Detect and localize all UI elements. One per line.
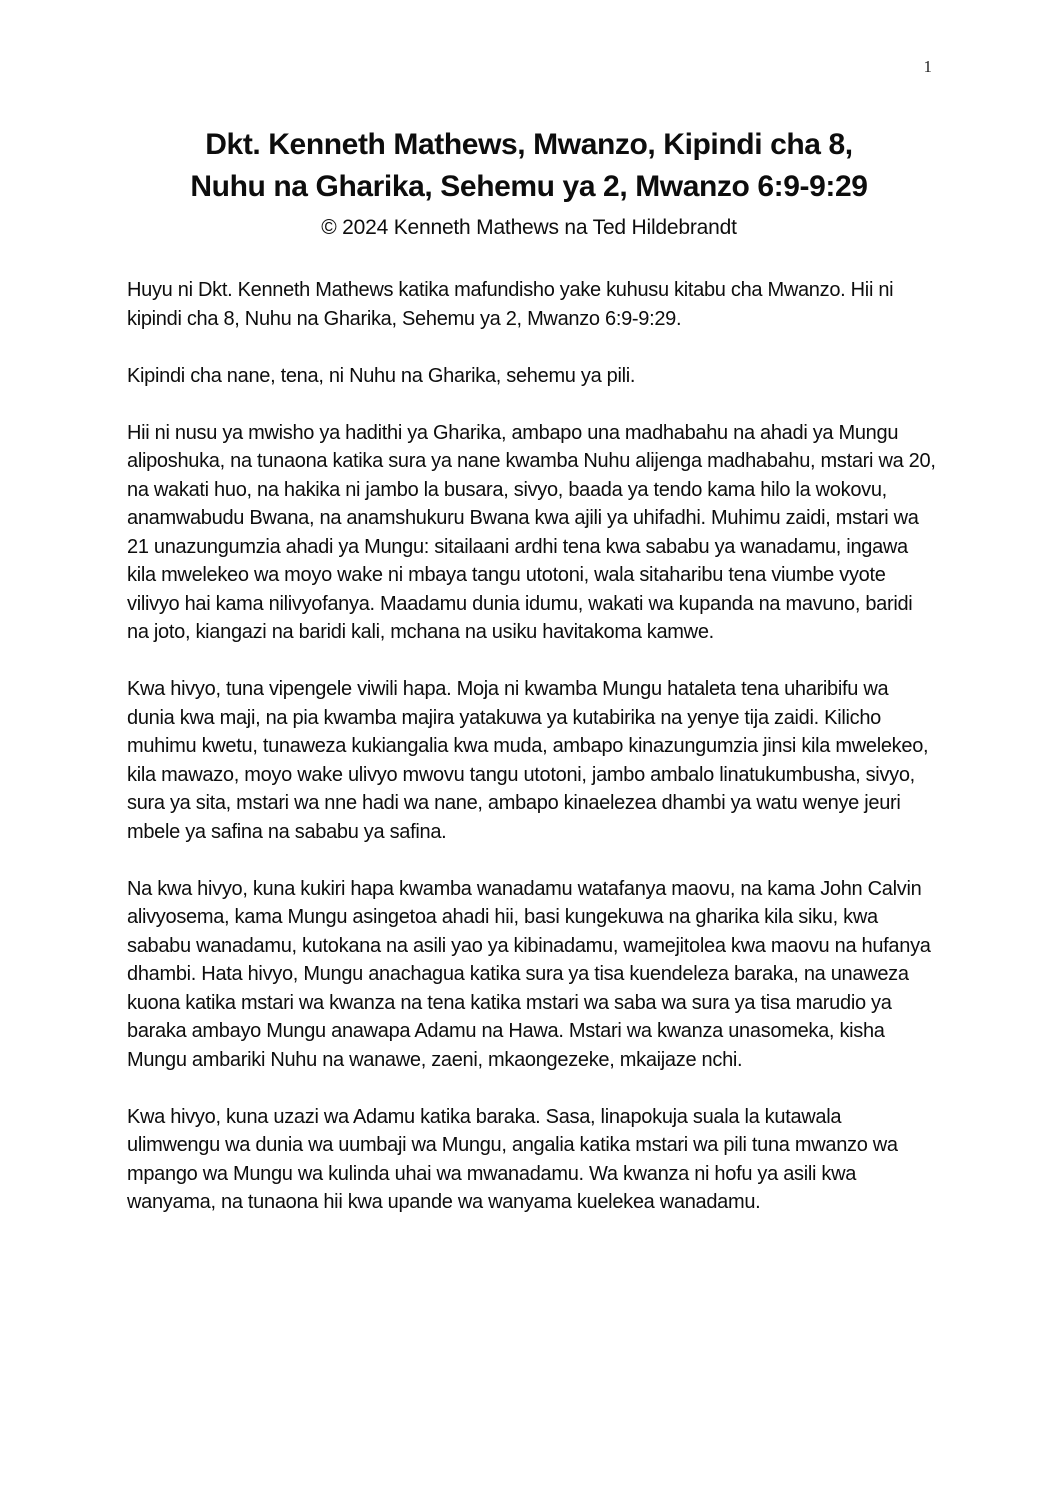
title-line-1: Dkt. Kenneth Mathews, Mwanzo, Kipindi cha 8, <box>205 128 853 161</box>
paragraph-two-elements: Kwa hivyo, tuna vipengele viwili hapa. Moja ni kwamba Mungu hataleta tena uharibifu wa dunia kwa maji, na pia kwamba majira yatakuwa ya kutabirika na yenye tija zaidi. Kilicho muhimu kwetu, tunaweza kukiangalia kwa muda, ambapo kinazungumzia jinsi kila mwelekeo, kila mawazo, moyo wake ulivyo mwovu tangu utotoni, jambo ambalo linatukumbusha, sivyo, sura ya sita, mstari wa nne hadi wa nane, ambapo kinaelezea dhambi ya watu wenye jeuri mbele ya safina na sababu ya safina. <box>127 678 929 843</box>
copyright-line: © 2024 Kenneth Mathews na Ted Hildebrandt <box>321 216 737 239</box>
paragraph-flood-story: Hii ni nusu ya mwisho ya hadithi ya Gharika, ambapo una madhabahu na ahadi ya Mungu aliposhuka, na tunaona katika sura ya nane kwamba Nuhu alijenga madhabahu, mstari wa 20, na wakati huo, na hakika ni jambo la busara, sivyo, baada ya tendo kama hilo la wokovu, anamwabudu Bwana, na anamshukuru Bwana kwa ajili ya uhifadhi. Muhimu zaidi, mstari wa 21 unazungumzia ahadi ya Mungu: sitailaani ardhi tena kwa sababu ya wanadamu, ingawa kila mwelekeo wa moyo wake ni mbaya tangu utotoni, wala sitaharibu tena viumbe vyote vilivyo hai kama nilivyofanya. Maadamu dunia idumu, wakati wa kupanda na mavuno, baridi na joto, kiangazi na baridi kali, mchana na usiku havitakoma kamwe. <box>127 421 936 643</box>
paragraph-adam-blessing: Kwa hivyo, kuna uzazi wa Adamu katika baraka. Sasa, linapokuja suala la kutawala ulimwengu wa dunia wa uumbaji wa Mungu, angalia katika mstari wa pili tuna mwanzo wa mpango wa Mungu wa kulinda uhai wa mwanadamu. Wa kwanza ni hofu ya asili kwa wanyama, na tunaona hii kwa upande wa wanyama kuelekea wanadamu. <box>127 1105 898 1213</box>
page-number: 1 <box>923 57 932 76</box>
paragraph-intro: Huyu ni Dkt. Kenneth Mathews katika mafundisho yake kuhusu kitabu cha Mwanzo. Hii ni kipindi cha 8, Nuhu na Gharika, Sehemu ya 2, Mwanzo 6:9-9:29. <box>127 279 894 330</box>
document-header <box>0 0 1058 241</box>
document-body <box>127 276 939 1217</box>
document-title <box>0 124 1058 208</box>
paragraph-session: Kipindi cha nane, tena, ni Nuhu na Gharika, sehemu ya pili. <box>127 364 636 387</box>
title-line-2: Nuhu na Gharika, Sehemu ya 2, Mwanzo 6:9-9:29 <box>190 170 868 203</box>
paragraph-calvin: Na kwa hivyo, kuna kukiri hapa kwamba wanadamu watafanya maovu, na kama John Calvin alivyosema, kama Mungu asingetoa ahadi hii, basi kungekuwa na gharika kila siku, kwa sababu wanadamu, kutokana na asili yao ya kibinadamu, wamejitolea kwa maovu na hufanya dhambi. Hata hivyo, Mungu anachagua katika sura ya tisa kuendeleza baraka, na unaweza kuona katika mstari wa kwanza na tena katika mstari wa saba wa sura ya tisa marudio ya baraka ambayo Mungu anawapa Adamu na Hawa. Mstari wa kwanza unasomeka, kisha Mungu ambariki Nuhu na wanawe, zaeni, mkaongezeke, mkaijaze nchi. <box>127 877 931 1071</box>
